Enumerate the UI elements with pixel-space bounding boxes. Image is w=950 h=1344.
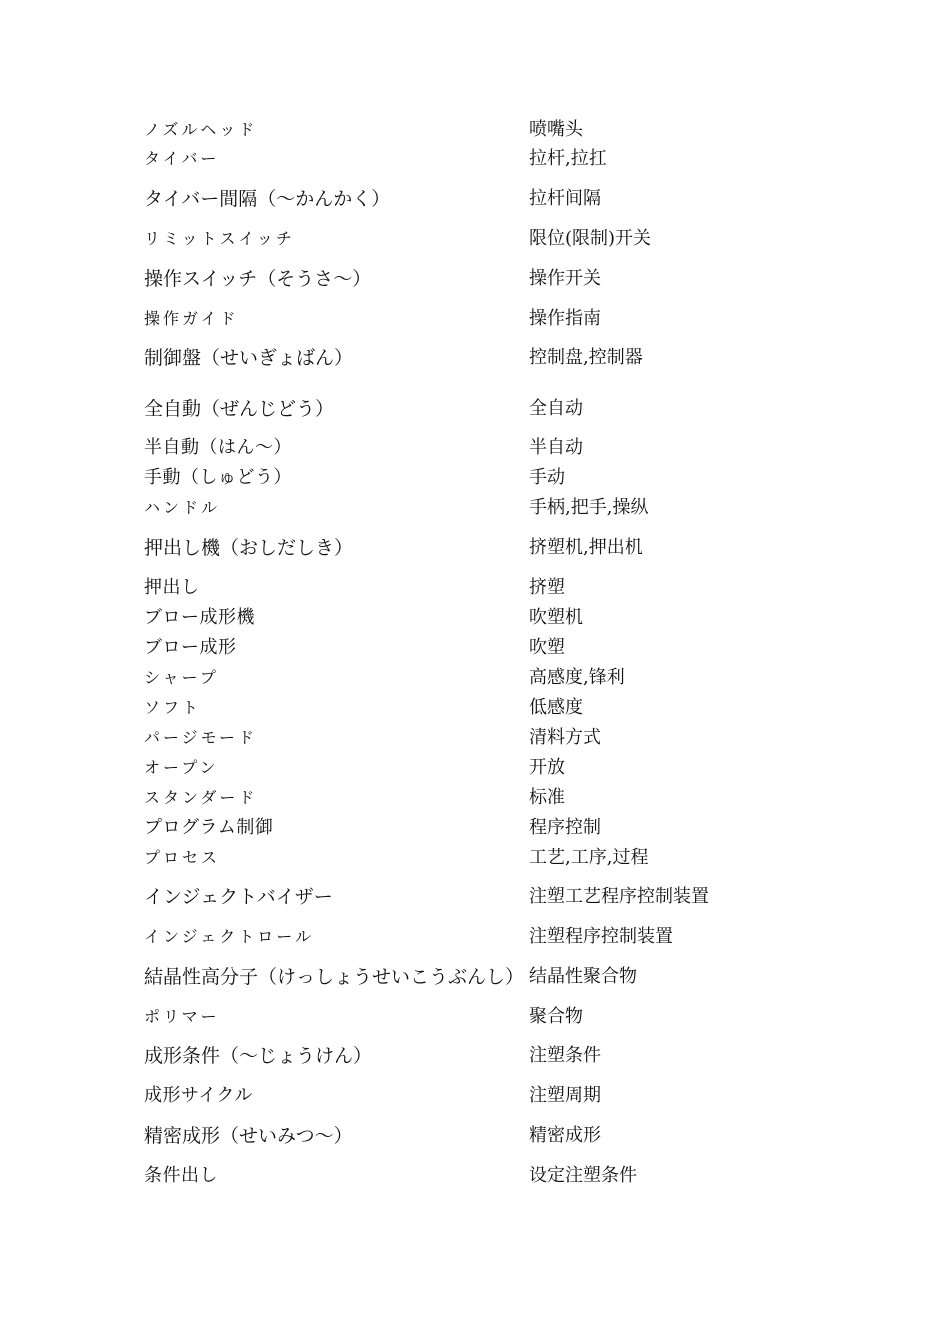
japanese-term: インジェクトバイザー (144, 886, 333, 908)
japanese-term: パージモード (144, 728, 258, 747)
japanese-term: インジェクトロール (144, 927, 314, 946)
japanese-term: 精密成形（せいみつ～） (144, 1125, 353, 1147)
japanese-term: プログラム制御 (144, 817, 274, 838)
japanese-term: シャープ (144, 668, 219, 687)
glossary-row (0, 724, 950, 752)
glossary-row (0, 494, 950, 522)
glossary-row (0, 534, 950, 562)
glossary-row (0, 694, 950, 722)
chinese-translation: 注塑工艺程序控制装置 (529, 886, 709, 907)
chinese-translation: 高感度,锋利 (529, 667, 625, 688)
glossary-row (0, 344, 950, 372)
chinese-translation: 注塑周期 (529, 1085, 601, 1106)
japanese-term: 制御盤（せいぎょばん） (144, 347, 354, 369)
chinese-translation: 吹塑 (529, 637, 565, 658)
chinese-translation: 注塑条件 (529, 1045, 601, 1066)
glossary-row (0, 664, 950, 692)
glossary-row (0, 844, 950, 872)
chinese-translation: 挤塑机,押出机 (529, 537, 643, 558)
glossary-row (0, 923, 950, 951)
chinese-translation: 设定注塑条件 (529, 1165, 637, 1186)
chinese-translation: 吹塑机 (529, 607, 583, 628)
chinese-translation: 拉杆,拉扛 (529, 148, 607, 169)
japanese-term: ブロー成形機 (144, 607, 255, 628)
glossary-row (0, 395, 950, 423)
glossary-row (0, 1082, 950, 1110)
japanese-term: ハンドル (144, 498, 221, 517)
japanese-term: 操作スイッチ（そうさ～） (144, 268, 372, 290)
japanese-term: ノズルヘッド (144, 120, 258, 139)
glossary-row (0, 604, 950, 632)
chinese-translation: 清料方式 (529, 727, 601, 748)
chinese-translation: 限位(限制)开关 (529, 228, 652, 249)
chinese-translation: 半自动 (529, 437, 583, 458)
glossary-row (0, 1122, 950, 1150)
glossary-row (0, 305, 950, 333)
glossary-row (0, 814, 950, 842)
chinese-translation: 注塑程序控制装置 (529, 926, 673, 947)
japanese-term: タイバー間隔（～かんかく） (144, 188, 391, 210)
chinese-translation: 挤塑 (529, 577, 565, 598)
glossary-row (0, 116, 950, 144)
glossary-row (0, 185, 950, 213)
japanese-term: ブロー成形 (144, 637, 237, 658)
glossary-row (0, 1162, 950, 1190)
chinese-translation: 低感度 (529, 697, 583, 718)
glossary-row (0, 1042, 950, 1070)
japanese-term: 操作ガイド (144, 309, 239, 328)
glossary-row (0, 265, 950, 293)
chinese-translation: 操作指南 (529, 308, 601, 329)
glossary-row (0, 464, 950, 492)
japanese-term: スタンダード (144, 788, 258, 807)
japanese-term: 成形サイクル (144, 1085, 253, 1106)
japanese-term: 結晶性高分子（けっしょうせいこうぶんし） (144, 966, 525, 988)
chinese-translation: 聚合物 (529, 1006, 583, 1027)
chinese-translation: 喷嘴头 (529, 119, 583, 140)
chinese-translation: 标准 (529, 787, 565, 808)
japanese-term: 手動（しゅどう） (144, 467, 292, 488)
chinese-translation: 工艺,工序,过程 (529, 847, 649, 868)
japanese-term: オープン (144, 758, 219, 777)
glossary-row (0, 963, 950, 991)
japanese-term: 押出し機（おしだしき） (144, 537, 354, 559)
japanese-term: リミットスイッチ (144, 229, 295, 248)
japanese-term: 成形条件（～じょうけん） (144, 1045, 373, 1067)
japanese-term: 全自動（ぜんじどう） (144, 398, 335, 420)
glossary-row (0, 883, 950, 911)
chinese-translation: 操作开关 (529, 268, 601, 289)
glossary-row (0, 434, 950, 462)
chinese-translation: 结晶性聚合物 (529, 966, 637, 987)
japanese-term: 半自動（はん～） (144, 437, 292, 458)
chinese-translation: 开放 (529, 757, 565, 778)
chinese-translation: 手柄,把手,操纵 (529, 497, 649, 518)
chinese-translation: 程序控制 (529, 817, 601, 838)
japanese-term: プロセス (144, 848, 221, 867)
glossary-row (0, 145, 950, 173)
glossary-row (0, 634, 950, 662)
japanese-term: 条件出し (144, 1165, 218, 1186)
glossary-row (0, 754, 950, 782)
chinese-translation: 拉杆间隔 (529, 188, 601, 209)
chinese-translation: 手动 (529, 467, 565, 488)
japanese-term: ポリマー (144, 1007, 220, 1026)
japanese-term: 押出し (144, 577, 200, 598)
glossary-row (0, 225, 950, 253)
glossary-row (0, 1003, 950, 1031)
glossary-row (0, 784, 950, 812)
chinese-translation: 全自动 (529, 398, 583, 419)
japanese-term: タイバー (144, 149, 220, 168)
chinese-translation: 精密成形 (529, 1125, 601, 1146)
chinese-translation: 控制盘,控制器 (529, 347, 643, 368)
japanese-term: ソフト (144, 698, 202, 717)
glossary-row (0, 574, 950, 602)
